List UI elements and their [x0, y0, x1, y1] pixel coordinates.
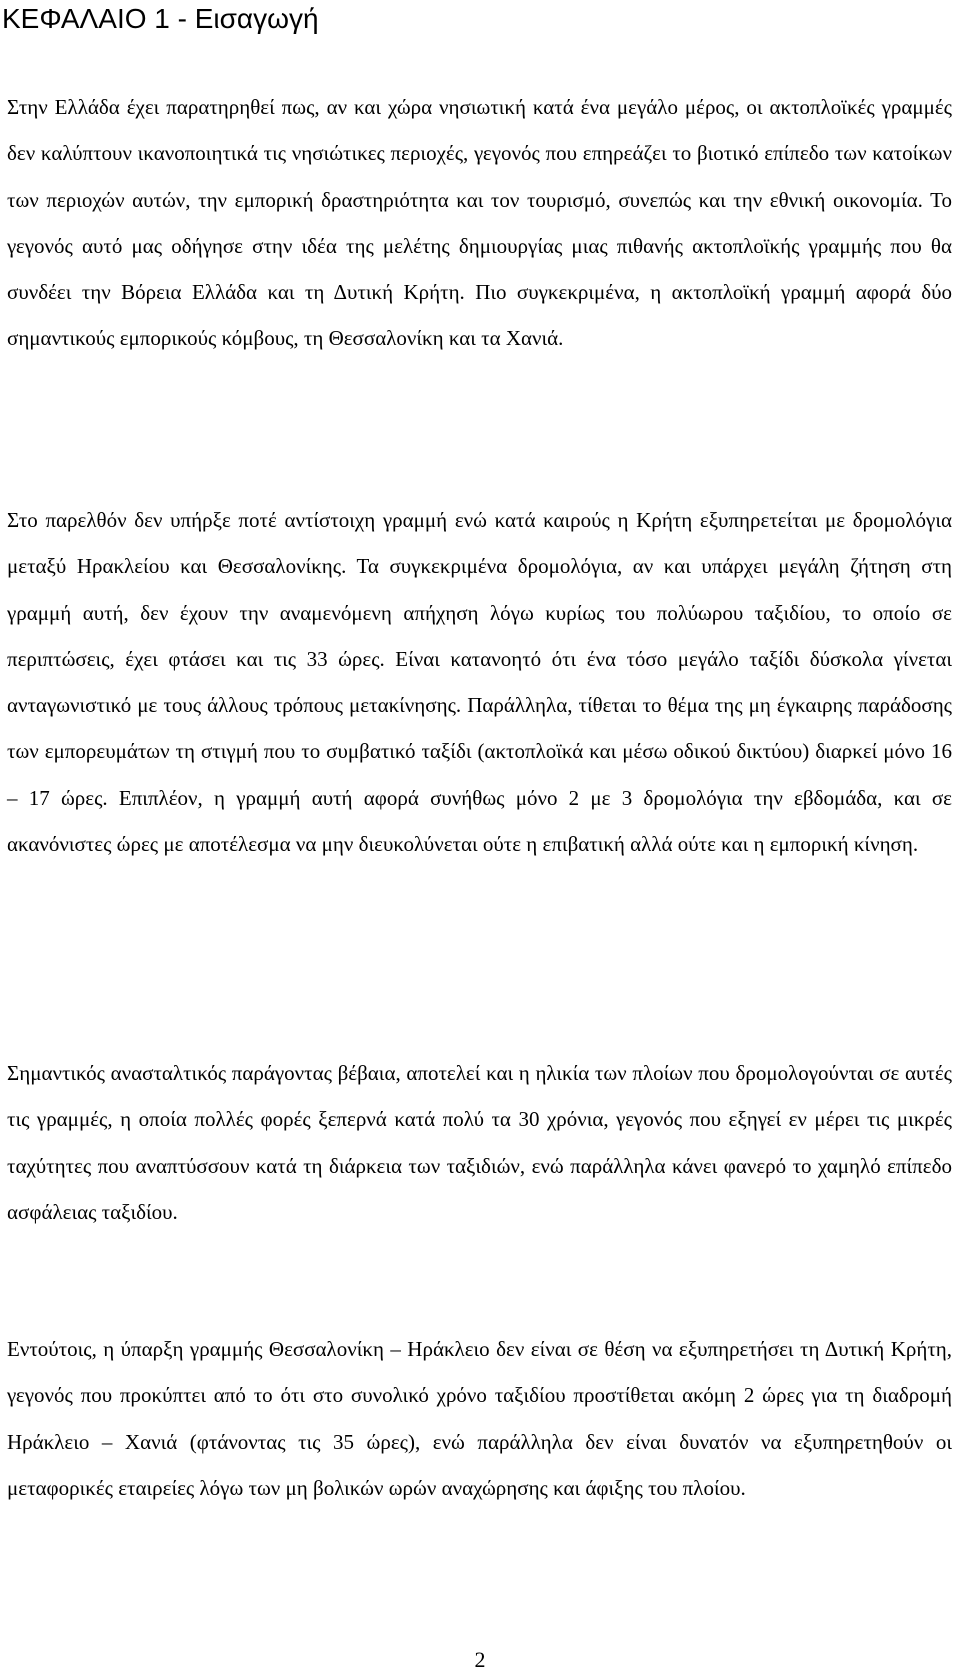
chapter-title: ΚΕΦΑΛΑΙΟ 1 - Εισαγωγή: [2, 3, 319, 34]
paragraph-western-crete: Εντούτοις, η ύπαρξη γραμμής Θεσσαλονίκη – Ηράκλειο δεν είναι σε θέση να εξυπηρετήσει τη Δυτική Κρήτη, γεγονός που προκύπτει από το ότι στο συνολικό χρόνο ταξιδίου προστίθεται ακόμη 2 ώρες για τη διαδρομή Ηράκλειο – Χανιά (φτάνοντας τις 35 ώρες), ενώ παράλληλα δεν είναι δυνατόν να εξυπηρετηθούν οι μεταφορικές εταιρείες λόγω των μη βολικών ωρών αναχώρησης και άφιξης του πλοίου.: [7, 1337, 952, 1500]
paragraph-intro: Στην Ελλάδα έχει παρατηρηθεί πως, αν και χώρα νησιωτική κατά ένα μεγάλο μέρος, οι ακτοπλοϊκές γραμμές δεν καλύπτουν ικανοποιητικά τις νησιώτικες περιοχές, γεγονός που επηρεάζει το βιοτικό επίπεδο των κατοίκων των περιοχών αυτών, την εμπορική δραστηριότητα και τον τουρισμό, συνεπώς και την εθνική οικονομία. Το γεγονός αυτό μας οδήγησε στην ιδέα της μελέτης δημιουργίας μιας πιθανής ακτοπλοϊκής γραμμής που θα συνδέει την Βόρεια Ελλάδα και τη Δυτική Κρήτη. Πιο συγκεκριμένα, η ακτοπλοϊκή γραμμή αφορά δύο σημαντικούς εμπορικούς κόμβους, τη Θεσσαλονίκη και τα Χανιά.: [7, 95, 952, 351]
page-number: 2: [474, 1647, 486, 1672]
paragraph-ship-age: Σημαντικός ανασταλτικός παράγοντας βέβαια, αποτελεί και η ηλικία των πλοίων που δρομολογούνται σε αυτές τις γραμμές, η οποία πολλές φορές ξεπερνά κατά πολύ τα 30 χρόνια, γεγονός που εξηγεί εν μέρει τις μικρές ταχύτητες που αναπτύσσουν κατά τη διάρκεια των ταξιδιών, ενώ παράλληλα κάνει φανερό το χαμηλό επίπεδο ασφάλειας ταξιδίου.: [7, 1061, 952, 1224]
paragraph-past-routes: Στο παρελθόν δεν υπήρξε ποτέ αντίστοιχη γραμμή ενώ κατά καιρούς η Κρήτη εξυπηρετείται με δρομολόγια μεταξύ Ηρακλείου και Θεσσαλονίκης. Τα συγκεκριμένα δρομολόγια, αν και υπάρχει μεγάλη ζήτηση στη γραμμή αυτή, δεν έχουν την αναμενόμενη απήχηση λόγω κυρίως του πολύωρου ταξιδίου, το οποίο σε περιπτώσεις, έχει φτάσει και τις 33 ώρες. Είναι κατανοητό ότι ένα τόσο μεγάλο ταξίδι δύσκολα γίνεται ανταγωνιστικό με τους άλλους τρόπους μετακίνησης. Παράλληλα, τίθεται το θέμα της μη έγκαιρης παράδοσης των εμπορευμάτων τη στιγμή που το συμβατικό ταξίδι (ακτοπλοϊκά και μέσω οδικού δικτύου) διαρκεί μόνο 16 – 17 ώρες. Επιπλέον, η γραμμή αυτή αφορά συνήθως μόνο 2 με 3 δρομολόγια την εβδομάδα, και σε ακανόνιστες ώρες με αποτέλεσμα να μην διευκολύνεται ούτε η επιβατική αλλά ούτε και η εμπορική κίνηση.: [7, 508, 952, 857]
